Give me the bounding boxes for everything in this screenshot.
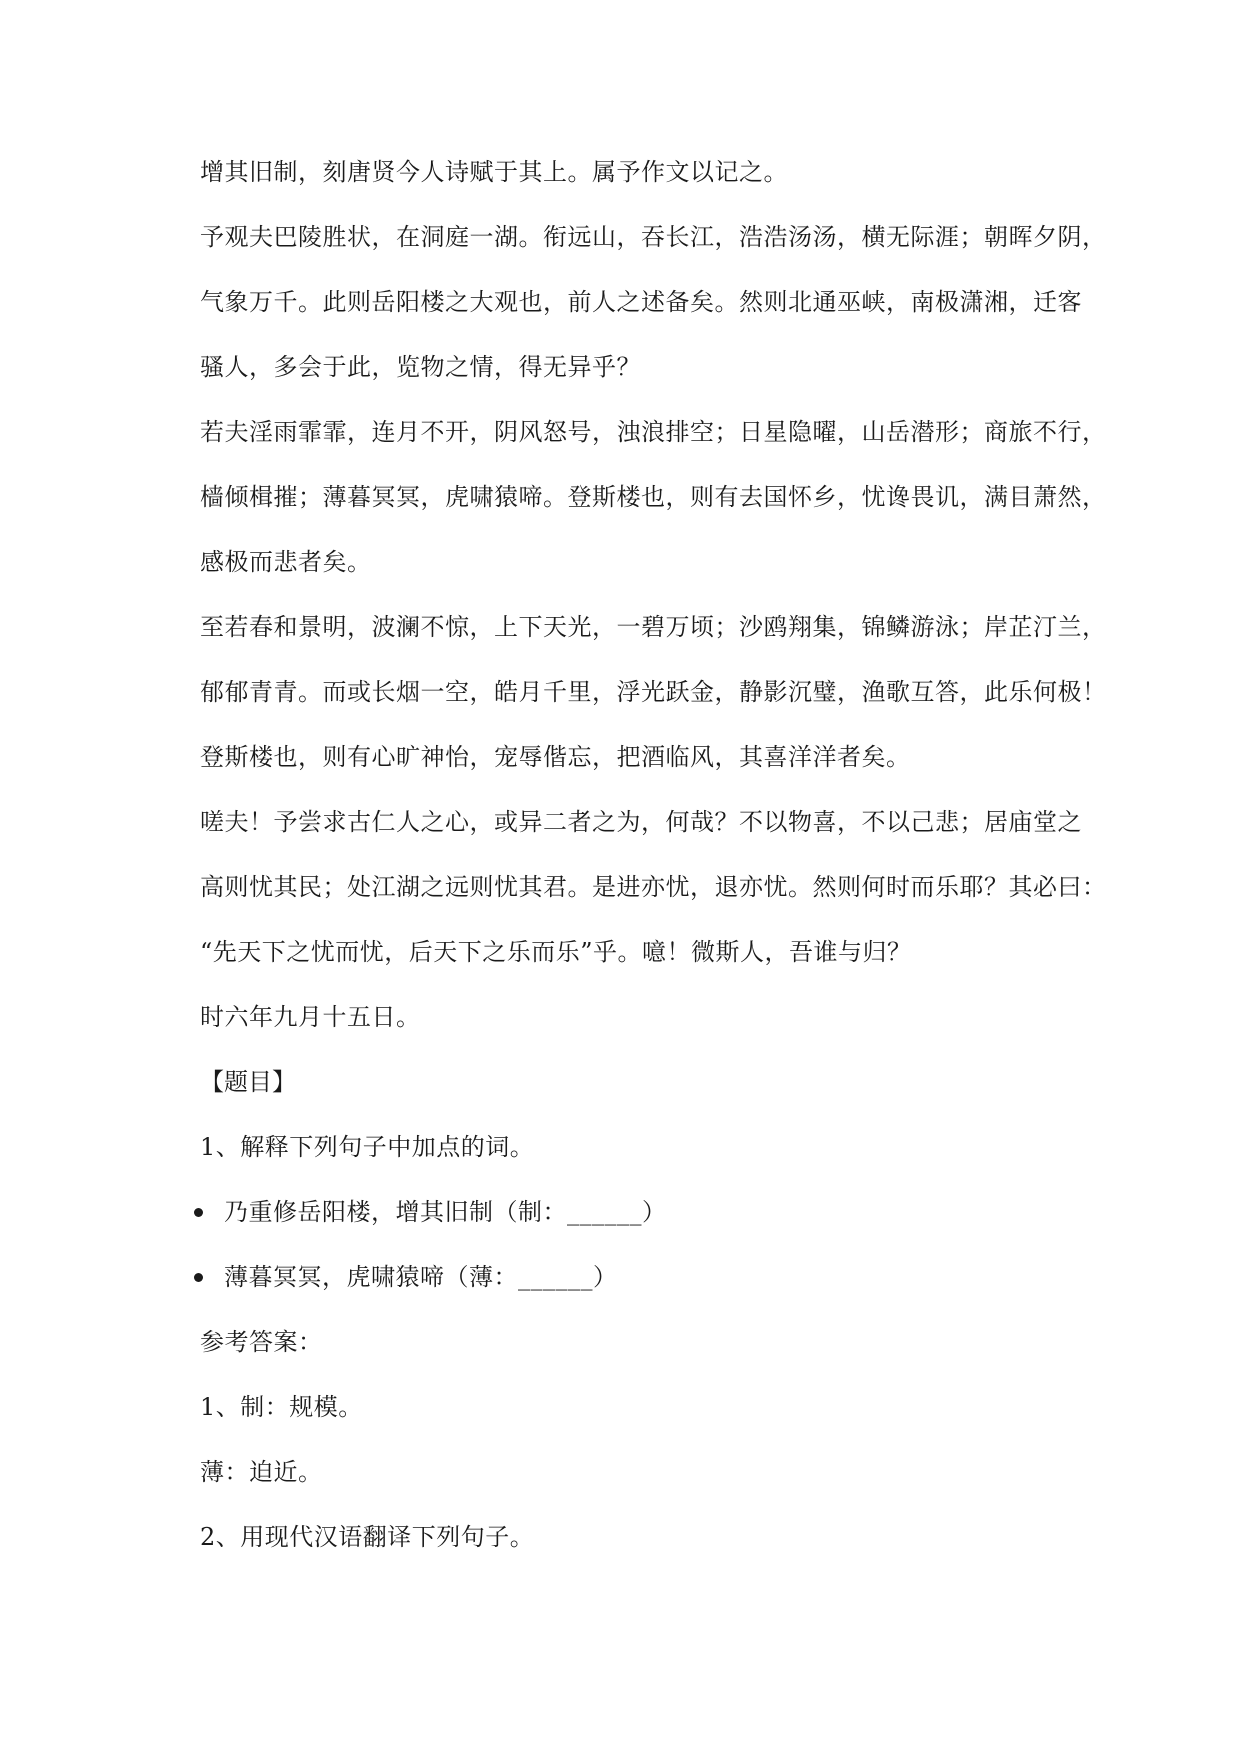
passage-paragraph-3 [200,400,1107,595]
passage-line: 高则忧其民；处江湖之远则忧其君。是进亦忧，退亦忧。然则何时而乐耶？其必曰： [200,873,1107,901]
passage-line: 至若春和景明，波澜不惊，上下天光，一碧万顷；沙鸥翔集，锦鳞游泳；岸芷汀兰， [200,613,1107,641]
question-1-item-text: 薄暮冥冥，虎啸猿啼（薄：______） [224,1263,618,1291]
question-2-title: 2、用现代汉语翻译下列句子。 [200,1523,535,1551]
passage-paragraph-4 [200,595,1107,790]
passage-line: 登斯楼也，则有心旷神怡，宠辱偕忘，把酒临风，其喜洋洋者矣。 [200,743,911,771]
answer-line: 薄：迫近。 [200,1458,323,1486]
passage-line: 予观夫巴陵胜状，在洞庭一湖。衔远山，吞长江，浩浩汤汤，横无际涯；朝晖夕阴， [200,223,1107,251]
passage-line: 若夫淫雨霏霏，连月不开，阴风怒号，浊浪排空；日星隐曜，山岳潜形；商旅不行， [200,418,1107,446]
passage-line: 感极而悲者矣。 [200,548,372,576]
passage-line: 嗟夫！予尝求古仁人之心，或异二者之为，何哉？不以物喜，不以己悲；居庙堂之 [200,808,1082,836]
passage-intro-tail: 增其旧制，刻唐贤今人诗赋于其上。属予作文以记之。 [200,158,788,186]
passage-line: 樯倾楫摧；薄暮冥冥，虎啸猿啼。登斯楼也，则有去国怀乡，忧谗畏讥，满目萧然， [200,483,1107,511]
passage-paragraph-2 [200,205,1107,400]
passage-line: 骚人，多会于此，览物之情，得无异乎？ [200,353,641,381]
answer-line: 1、制：规模。 [200,1393,363,1421]
bullet-icon [194,1208,203,1217]
question-1-title: 1、解释下列句子中加点的词。 [200,1133,535,1161]
question-1-item [224,1180,1090,1245]
passage-line: 气象万千。此则岳阳楼之大观也，前人之述备矣。然则北通巫峡，南极潇湘，迁客 [200,288,1082,316]
questions-section-title: 【题目】 [200,1068,296,1096]
question-1-item [224,1245,1090,1310]
question-1-item-text: 乃重修岳阳楼，增其旧制（制：______） [224,1198,667,1226]
document-body [200,140,1107,1570]
answer-title: 参考答案： [200,1328,323,1356]
passage-paragraph-5 [200,790,1107,985]
passage-line: 郁郁青青。而或长烟一空，皓月千里，浮光跃金，静影沉璧，渔歌互答，此乐何极！ [200,678,1107,706]
passage-line: “先天下之忧而忧，后天下之乐而乐”乎。噫！微斯人，吾谁与归？ [200,938,912,966]
bullet-icon [194,1273,203,1282]
passage-date-line: 时六年九月十五日。 [200,1003,421,1031]
